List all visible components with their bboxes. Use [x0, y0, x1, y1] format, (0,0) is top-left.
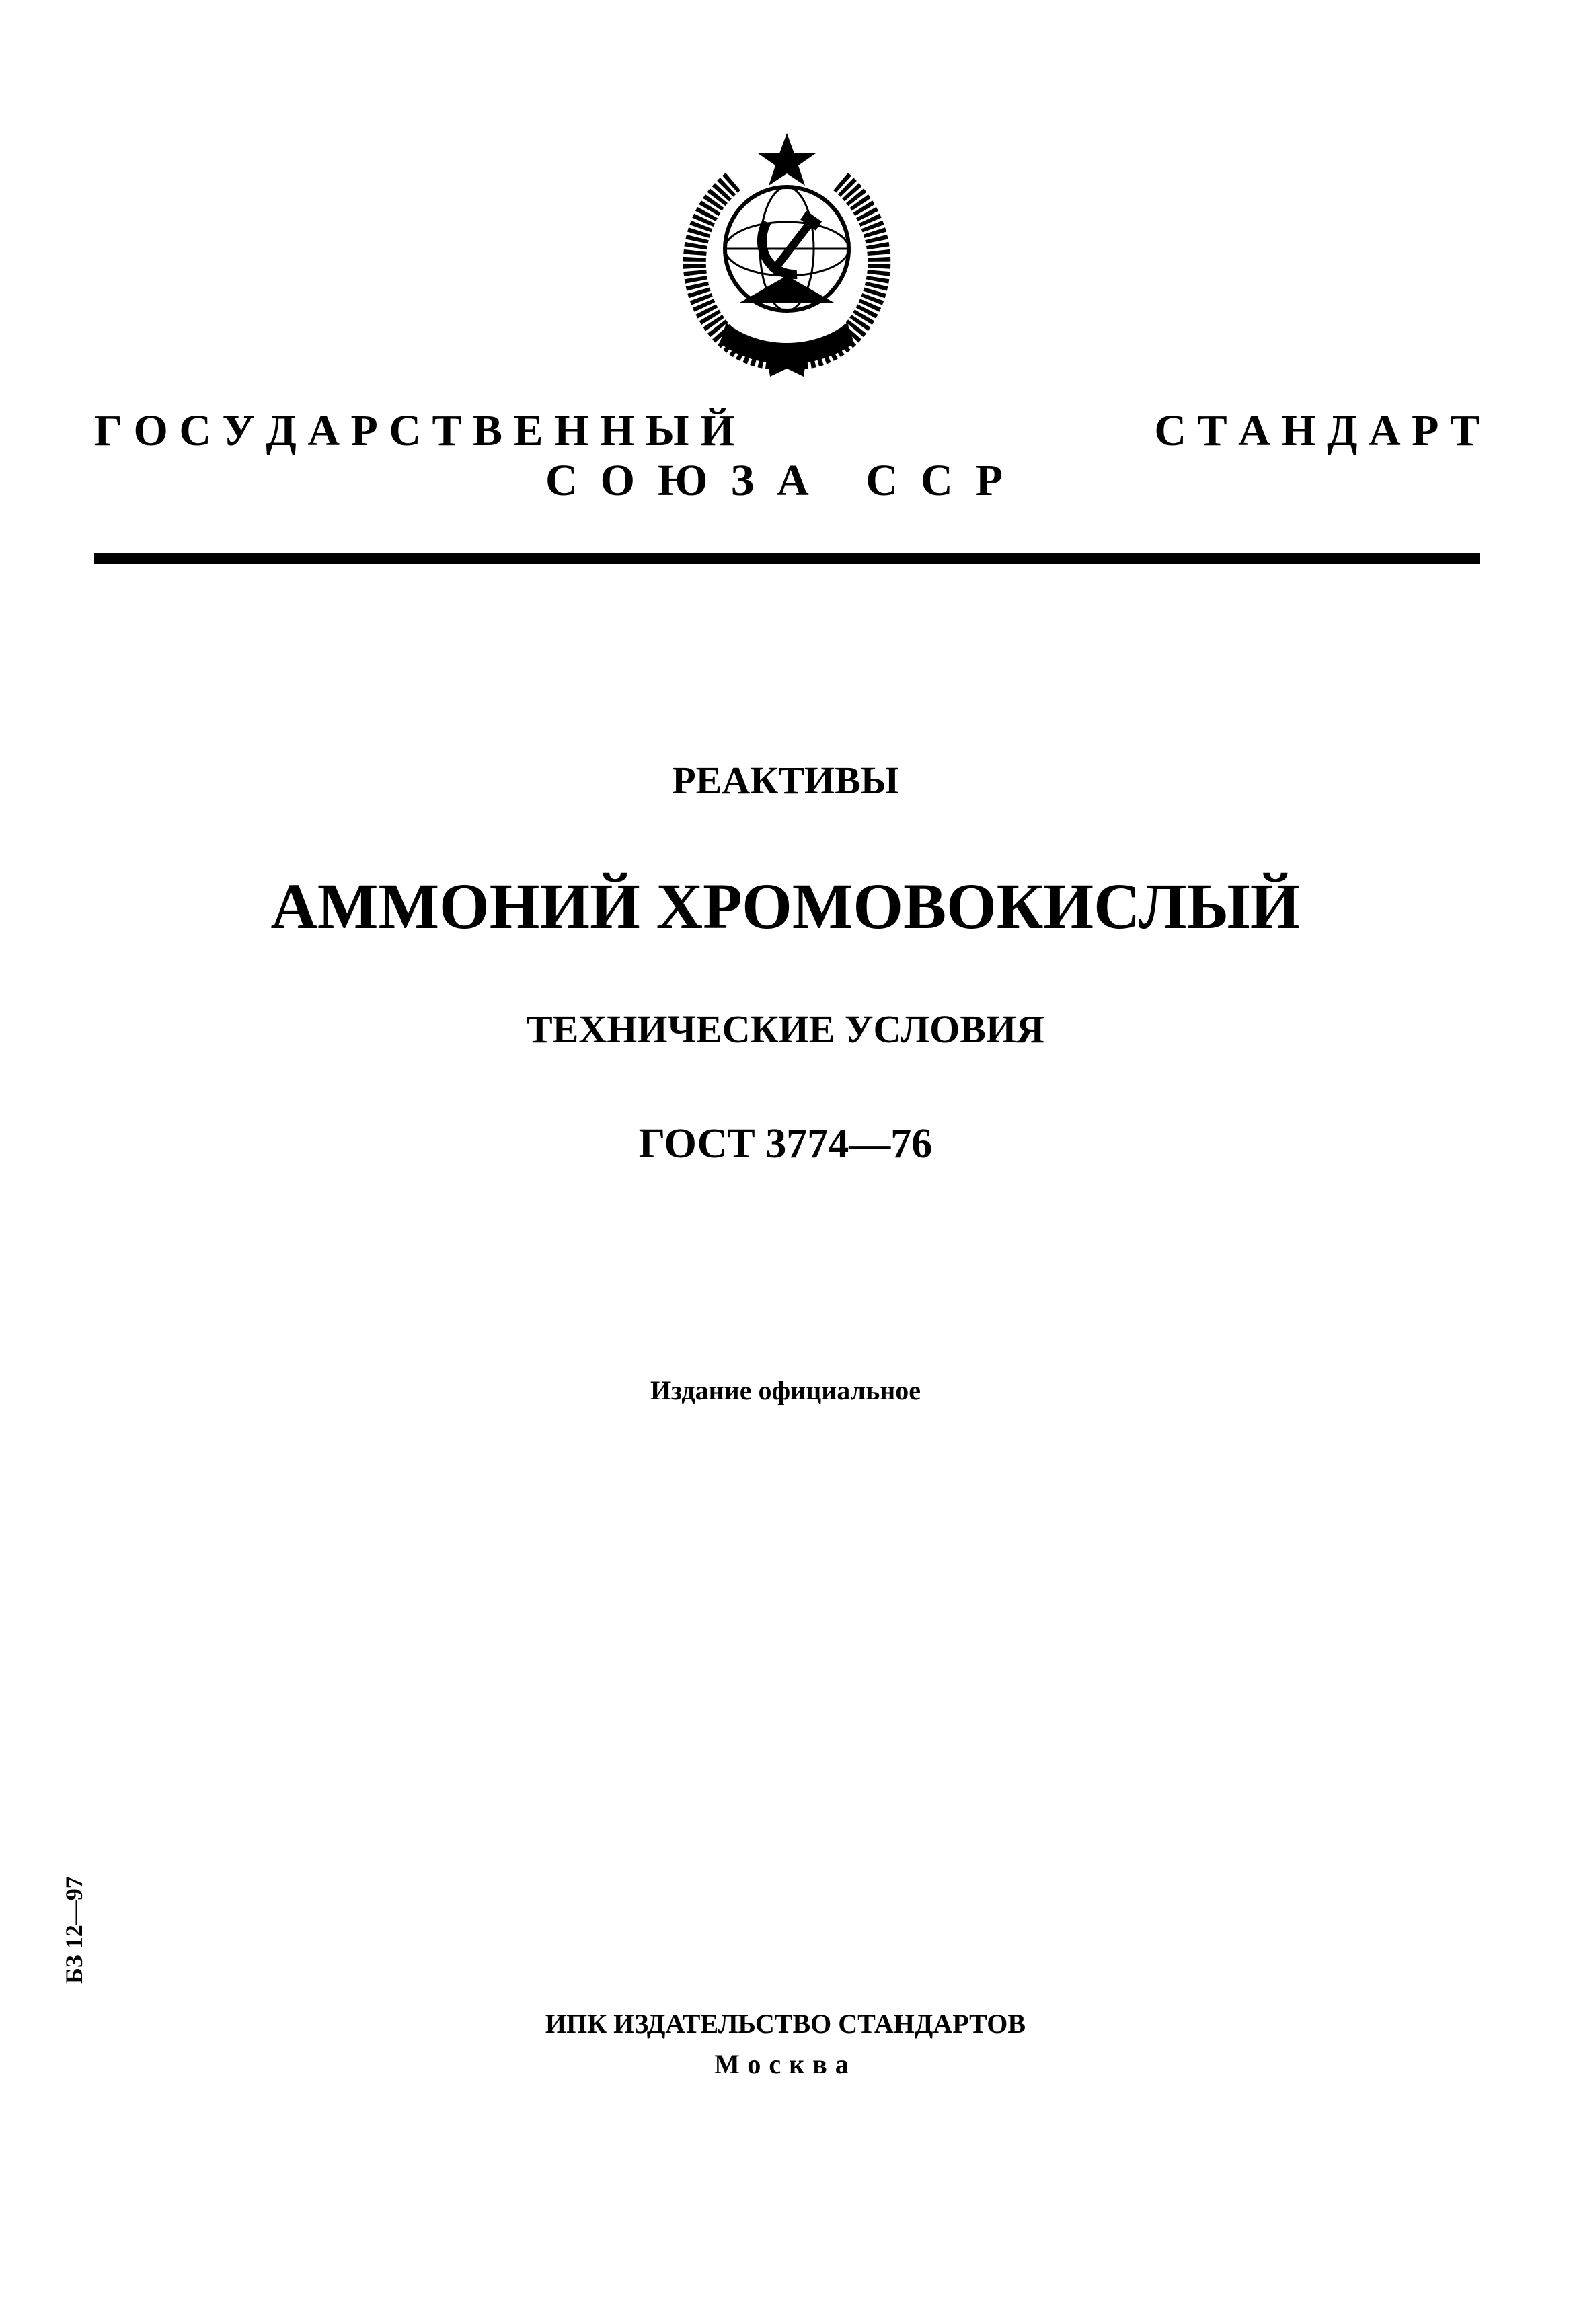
publisher-name: ИПК ИЗДАТЕЛЬСТВО СТАНДАРТОВ	[545, 2009, 1026, 2039]
header-word-state: Г О С У Д А Р С Т В Е Н Н Ы Й	[94, 406, 735, 455]
edition-note: Издание официальное	[650, 1375, 921, 1405]
header-state-standard	[94, 406, 1480, 455]
standard-number: ГОСТ 3774—76	[638, 1121, 933, 1167]
document-subtitle: ТЕХНИЧЕСКИЕ УСЛОВИЯ	[526, 1007, 1044, 1051]
ussr-state-emblem-icon	[652, 121, 921, 390]
side-code: БЗ 12—97	[61, 1876, 87, 1984]
document-title: АММОНИЙ ХРОМОВОКИСЛЫЙ	[270, 870, 1301, 942]
publisher-city: Москва	[714, 2049, 857, 2079]
header-union-ssr: СОЮЗА ССР	[545, 456, 1026, 505]
header-rule	[94, 553, 1480, 564]
header-word-standard: С Т А Н Д А Р Т	[1154, 406, 1480, 455]
document-category: РЕАКТИВЫ	[672, 759, 899, 802]
